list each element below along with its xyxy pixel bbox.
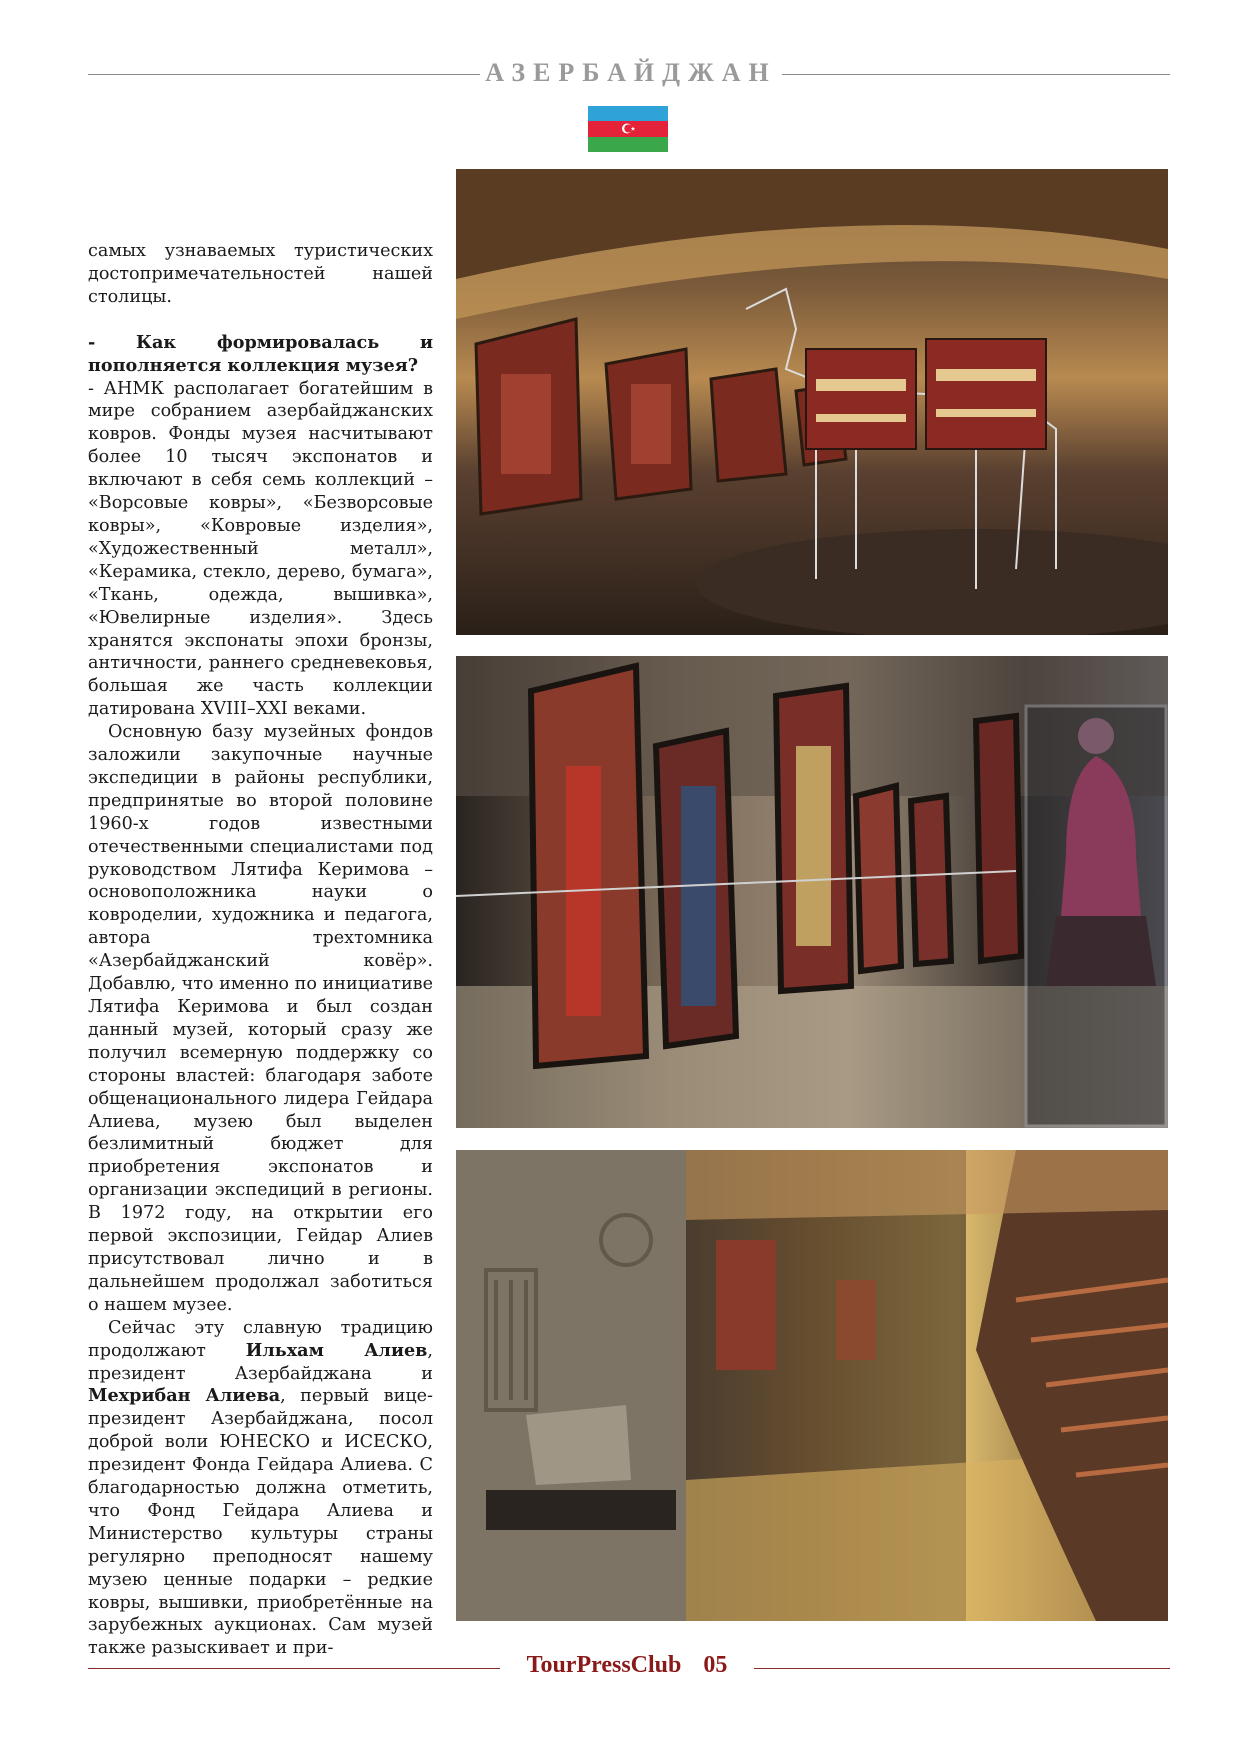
header-rule-right [782, 74, 1170, 75]
section-title: АЗЕРБАЙДЖАН [485, 58, 777, 87]
name-mehriban-aliyeva: Мехрибан Алиева [88, 1385, 281, 1407]
article-column [88, 240, 433, 1660]
interview-question: - Как формировалась и пополняется коллекция музея? [88, 331, 433, 376]
photo-museum-corridor [456, 1150, 1168, 1621]
header-rule-left [88, 74, 480, 75]
name-ilham-aliyev: Ильхам Алиев [245, 1339, 428, 1361]
paragraph-1: самых узнаваемых туристических достопримечательностей нашей столицы. [88, 241, 433, 307]
magazine-name: TourPressClub [526, 1652, 682, 1678]
footer-rule-right [754, 1668, 1170, 1669]
paragraph-2: - АНМК располагает богатейшим в мире собранием азербайджанских ковров. Фонды музея насчитывают более 10 тысяч экспонатов и включают в себя семь коллекций – «Ворсовые ковры», «Безворсовые ковры», «Ковровые изделия», «Художественный металл», «Керамика, стекло, дерево, бумага», «Ткань, одежда, вышивка», «Ювелирные изделия». Здесь хранятся экспонаты эпохи бронзы, античности, раннего средневековья, большая же часть коллекции датирована XVIII–XXI веками. [88, 378, 433, 720]
azerbaijan-flag-icon [588, 106, 668, 152]
photo-carpet-gallery-horse [456, 169, 1168, 635]
paragraph-4: Сейчас эту славную традицию продолжают Ильхам Алиев, президент Азербайджана и Мехрибан Алиева, первый вице-президент Азербайджана, посол доброй воли ЮНЕСКО и ИСЕСКО, президент Фонда Гейдара Алиева. С благодарностью должна отметить, что Фонд Гейдара Алиева и Министерство культуры страны регулярно преподносят нашему музею ценные подарки – редкие ковры, вышивки, приобретённые на зарубежных аукционах. Сам музей также разыскивает и при- [88, 1317, 433, 1659]
page-number: 05 [703, 1652, 728, 1678]
footer-brand [500, 1652, 754, 1679]
footer-rule-left [88, 1668, 500, 1669]
paragraph-3: Основную базу музейных фондов заложили закупочные научные экспедиции в районы республики, предпринятые во второй половине 1960-х годов известными отечественными специалистами под руководством Лятифа Керимова – основоположника науки о ковроделии, художника и педагога, автора трехтомника «Азербайджанский ковёр». Добавлю, что именно по инициативе Лятифа Керимова и был создан данный музей, который сразу же получил всемерную поддержку со стороны властей: благодаря заботе общенационального лидера Гейдара Алиева, музею был выделен безлимитный бюджет для приобретения экспонатов и организации экспедиций в регионы. В 1972 году, на открытии его первой экспозиции, Гейдар Алиев присутствовал лично и в дальнейшем продолжал заботиться о нашем музее. [88, 722, 433, 1315]
photo-carpets-costume [456, 656, 1168, 1128]
